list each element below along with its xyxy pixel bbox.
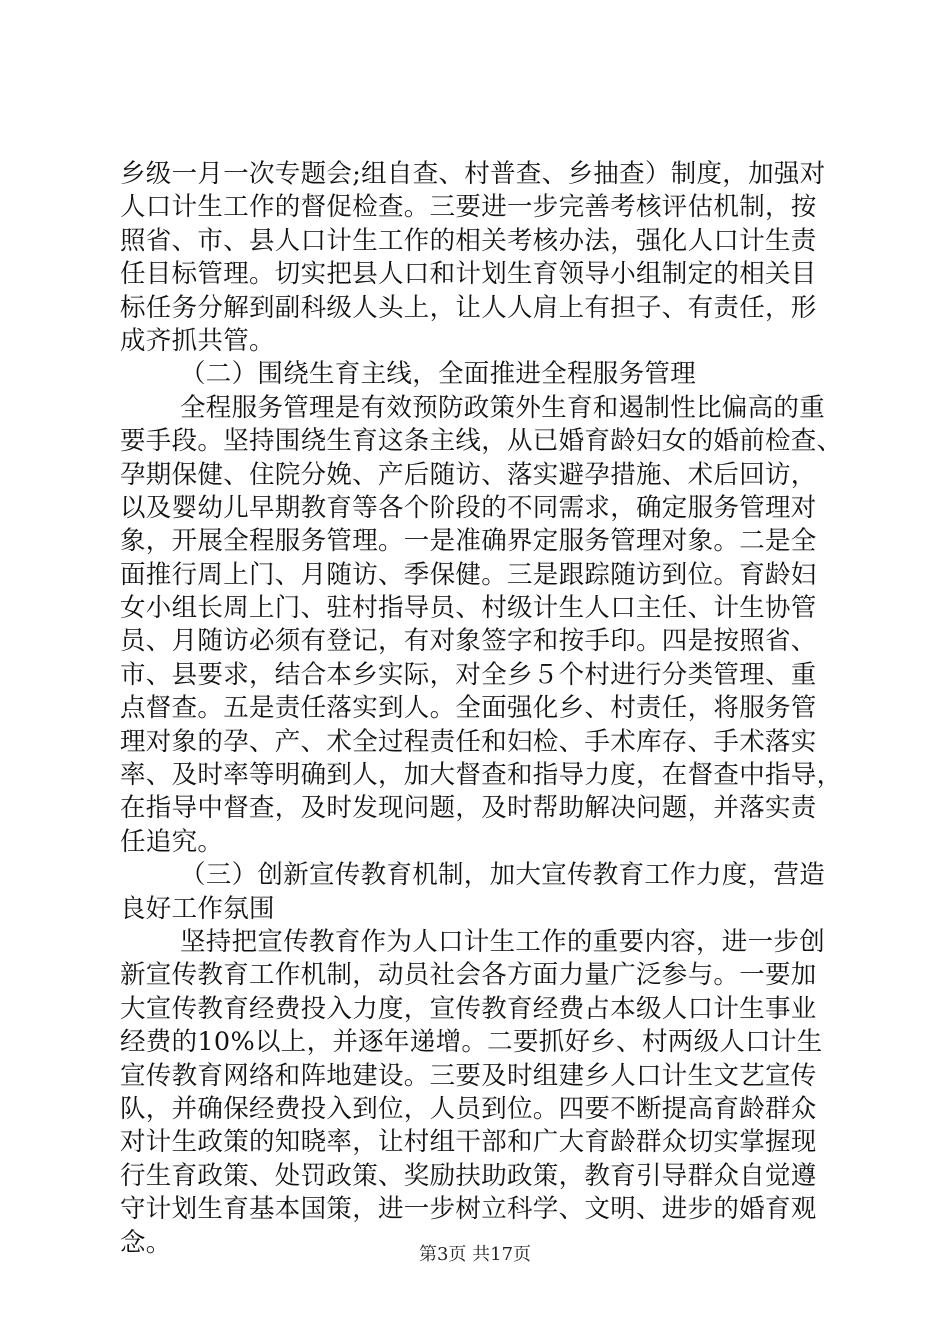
text-line: 队，并确保经费投入到位，人员到位。四要不断提高育龄群众 — [120, 1093, 817, 1124]
text-line: 坚持把宣传教育作为人口计生工作的重要内容，进一步创 — [180, 926, 826, 957]
text-line: 大宣传教育经费投入力度，宣传教育经费占本级人口计生事业 — [120, 993, 817, 1024]
text-line: 念。 — [120, 1227, 172, 1258]
text-line: 全程服务管理是有效预防政策外生育和遏制性比偏高的重 — [180, 392, 826, 423]
text-line: 要手段。坚持围绕生育这条主线，从已婚育龄妇女的婚前检查、 — [120, 426, 843, 457]
text-line: 面推行周上门、月随访、季保健。三是跟踪随访到位。育龄妇 — [120, 559, 817, 590]
text-line: 良好工作氛围 — [120, 893, 275, 924]
text-line: 标任务分解到副科级人头上，让人人肩上有担子、有责任，形 — [120, 292, 817, 323]
text-line: 率、及时率等明确到人，加大督查和指导力度，在督查中指导， — [120, 760, 843, 791]
text-line: 在指导中督查，及时发现问题，及时帮助解决问题，并落实责 — [120, 793, 817, 824]
text-line: 孕期保健、住院分娩、产后随访、落实避孕措施、术后回访， — [120, 459, 817, 490]
text-line: 点督查。五是责任落实到人。全面强化乡、村责任，将服务管 — [120, 693, 817, 724]
text-line: 员、月随访必须有登记，有对象签字和按手印。四是按照省、 — [120, 626, 817, 657]
document-body — [120, 158, 843, 1260]
text-line: 守计划生育基本国策，进一步树立科学、文明、进步的婚育观 — [120, 1194, 817, 1225]
text-line: 象，开展全程服务管理。一是准确界定服务管理对象。二是全 — [120, 526, 817, 557]
page-footer: 第3页 共17页 — [418, 1244, 532, 1265]
text-line: 人口计生工作的督促检查。三要进一步完善考核评估机制，按 — [120, 192, 817, 223]
text-line: 经费的10%以上，并逐年递增。二要抓好乡、村两级人口计生 — [120, 1027, 823, 1058]
text-line: 新宣传教育工作机制，动员社会各方面力量广泛参与。一要加 — [120, 960, 817, 991]
text-line: 行生育政策、处罚政策、奖励扶助政策，教育引导群众自觉遵 — [120, 1160, 817, 1191]
text-line: 成齐抓共管。 — [120, 325, 275, 356]
text-line: 对计生政策的知晓率，让村组干部和广大育龄群众切实掌握现 — [120, 1127, 817, 1158]
text-line: （二）围绕生育主线，全面推进全程服务管理 — [180, 359, 697, 390]
text-line: 乡级一月一次专题会;组自查、村普查、乡抽查）制度，加强对 — [120, 159, 826, 189]
text-line: 宣传教育网络和阵地建设。三要及时组建乡人口计生文艺宣传 — [120, 1060, 817, 1091]
text-line: 以及婴幼儿早期教育等各个阶段的不同需求，确定服务管理对 — [120, 492, 817, 523]
text-line: 理对象的孕、产、术全过程责任和妇检、手术库存、手术落实 — [120, 726, 817, 757]
text-line: 女小组长周上门、驻村指导员、村级计生人口主任、计生协管 — [120, 593, 817, 624]
text-line: 任目标管理。切实把县人口和计划生育领导小组制定的相关目 — [120, 259, 817, 290]
text-line: 市、县要求，结合本乡实际，对全乡５个村进行分类管理、重 — [120, 659, 817, 690]
text-line: 照省、市、县人口计生工作的相关考核办法，强化人口计生责 — [120, 225, 817, 256]
text-line: （三）创新宣传教育机制，加大宣传教育工作力度，营造 — [180, 860, 826, 891]
text-line: 任追究。 — [120, 826, 224, 857]
